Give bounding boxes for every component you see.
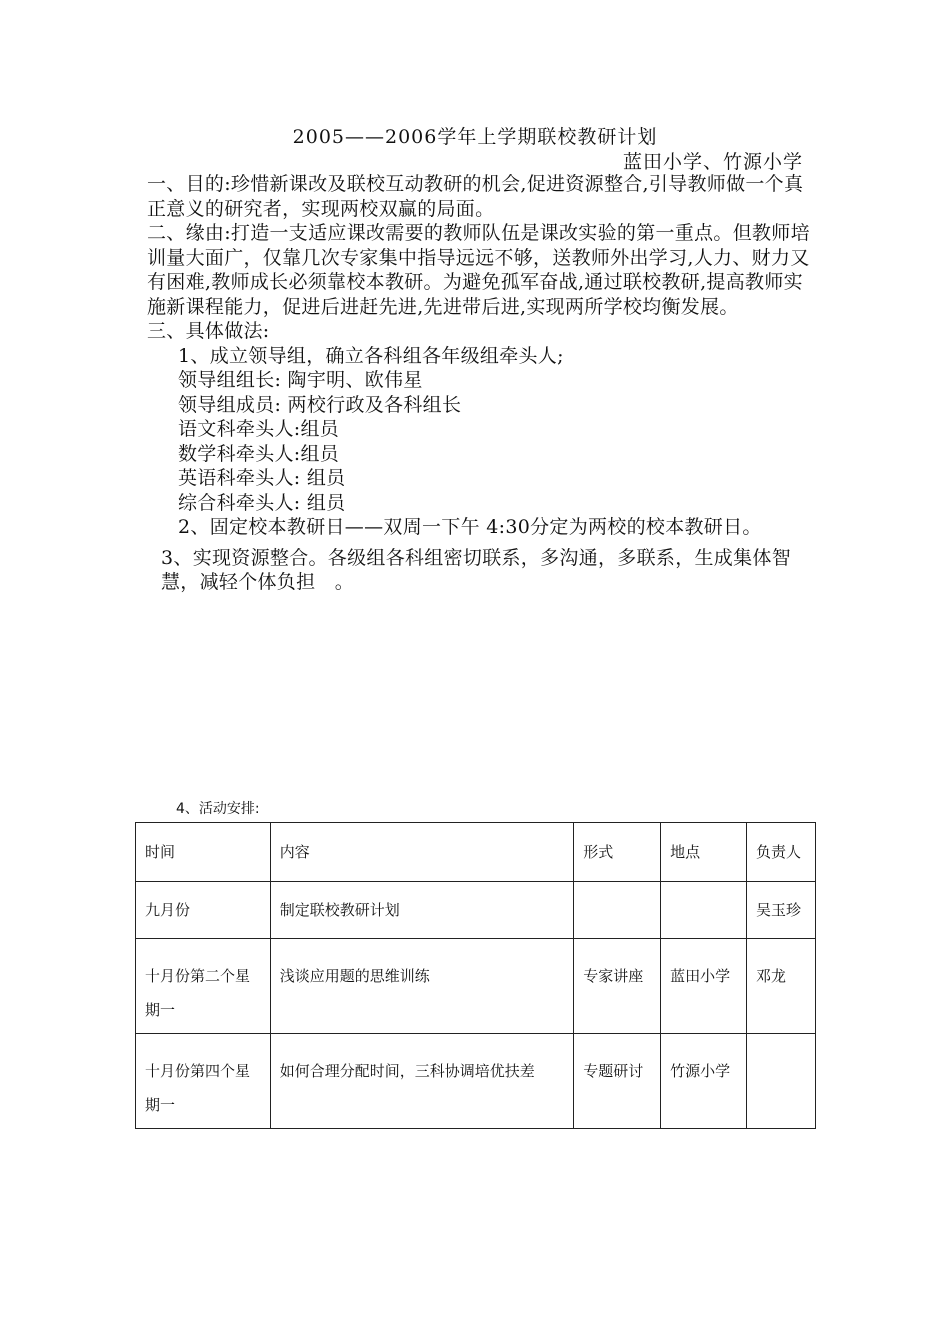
- table-row: [136, 939, 816, 1034]
- reason-paragraph: 二、缘由:打造一支适应课改需要的教师队伍是课改实验的第一重点。但教师培训量大面广，仅靠几次专家集中指导远远不够，送教师外出学习,人力、财力又有困难,教师成长必须靠校本教研。为避免孤军奋战,通过联校教研,提高教师实施新课程能力，促进后进赶先进,先进带后进,实现两所学校均衡发展。: [147, 222, 810, 318]
- table-header-row: [136, 823, 816, 882]
- header-cell: 负责人: [747, 823, 816, 882]
- list-item: 1、成立领导组，确立各科组各年级组牵头人;: [178, 344, 564, 367]
- header-cell: 时间: [136, 823, 271, 882]
- table-cell: 竹源小学: [661, 1034, 747, 1129]
- resource-integration-item: 3、实现资源整合。各级组各科组密切联系，多沟通，多联系，生成集体智慧，减轻个体负担 。: [161, 546, 791, 593]
- schedule-table: [135, 822, 816, 1129]
- research-day-item: [147, 515, 811, 540]
- list-item: 领导组成员: 两校行政及各科组长: [178, 393, 462, 416]
- table-cell: 如何合理分配时间，三科协调培优扶差: [270, 1034, 573, 1129]
- list-item: 语文科牵头人:组员: [178, 418, 340, 440]
- list-item: 综合科牵头人: 组员: [178, 491, 346, 514]
- table-cell: [747, 1034, 816, 1129]
- table-cell: 蓝田小学: [661, 939, 747, 1034]
- table-cell: [574, 882, 661, 939]
- document-body: [147, 172, 811, 595]
- table-cell: 九月份: [136, 882, 271, 939]
- school-names: 蓝田小学、竹源小学: [622, 151, 803, 173]
- table-cell: 浅谈应用题的思维训练: [270, 939, 573, 1034]
- header-cell: 地点: [661, 823, 747, 882]
- table-row: [136, 882, 816, 939]
- table-row: [136, 1034, 816, 1129]
- table-cell: 专题研讨: [574, 1034, 661, 1129]
- activity-label: 4、活动安排:: [176, 801, 260, 817]
- method-heading: 三、具体做法:: [147, 320, 270, 342]
- list-item: 领导组组长: 陶宇明、欧伟星: [178, 369, 423, 391]
- list-item: 英语科牵头人: 组员: [178, 467, 346, 489]
- table-cell: 吴玉珍: [747, 882, 816, 939]
- table-cell: 专家讲座: [574, 939, 661, 1034]
- research-day-text: 2、固定校本教研日——双周一下午 4:30分定为两校的校本教研日。: [178, 516, 762, 538]
- table-cell: 制定联校教研计划: [270, 882, 573, 939]
- table-cell: [661, 882, 747, 939]
- header-cell: 内容: [270, 823, 573, 882]
- list-item: 数学科牵头人:组员: [178, 442, 340, 465]
- table-cell: 十月份第二个星期一: [136, 939, 271, 1034]
- table-cell: 邓龙: [747, 939, 816, 1034]
- table-cell: 十月份第四个星期一: [136, 1034, 271, 1129]
- header-cell: 形式: [574, 823, 661, 882]
- document-title: 2005——2006学年上学期联校教研计划: [292, 126, 658, 148]
- purpose-paragraph: 一、目的:珍惜新课改及联校互动教研的机会,促进资源整合,引导教师做一个真正意义的研究者，实现两校双赢的局面。: [147, 173, 804, 220]
